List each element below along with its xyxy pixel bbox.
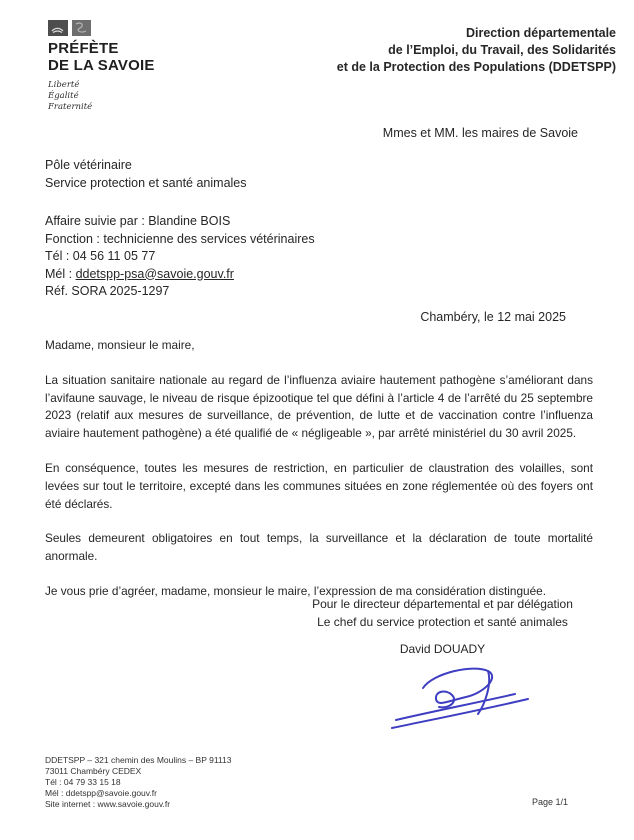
prefecture-name-line1: PRÉFÈTE bbox=[48, 40, 119, 57]
closing-sentence: Je vous prie d’agréer, madame, monsieur le maire, l’expression de ma considération distinguée. bbox=[45, 583, 546, 598]
footer-phone: Tél : 04 79 33 15 18 bbox=[45, 777, 121, 787]
contact-block bbox=[45, 213, 315, 301]
letter-body bbox=[45, 337, 593, 618]
body-paragraph-2: En conséquence, toutes les mesures de restriction, en particulier de claustration des volailles, sont levées sur tout le territoire, excepté dans les communes situées en zone réglementée où des foyers ont été déclarés. bbox=[45, 460, 593, 511]
salutation: Madame, monsieur le maire, bbox=[45, 338, 195, 352]
recipient-line: Mmes et MM. les maires de Savoie bbox=[382, 126, 578, 140]
footer-address-block bbox=[45, 755, 231, 810]
service-block bbox=[45, 157, 247, 192]
signoff-role-line: Le chef du service protection et santé animales bbox=[317, 615, 568, 629]
signoff-delegation-line: Pour le directeur départemental et par délégation bbox=[312, 597, 573, 611]
page-number: Page 1/1 bbox=[531, 797, 568, 807]
footer-address-line1: DDETSPP – 321 chemin des Moulins – BP 91113 bbox=[45, 755, 232, 765]
footer-website: Site internet : www.savoie.gouv.fr bbox=[45, 799, 171, 809]
motto-egalite: Égalité bbox=[48, 91, 79, 101]
marianne-flag-icon bbox=[48, 20, 94, 37]
contact-email-line bbox=[45, 266, 315, 284]
handwritten-signature-icon bbox=[388, 660, 538, 743]
footer-address-line2: 73011 Chambéry CEDEX bbox=[45, 766, 142, 776]
directorate-line3: et de la Protection des Populations (DDETSPP) bbox=[336, 60, 616, 74]
contact-email-label: Mél : bbox=[45, 266, 76, 281]
service-pole: Pôle vétérinaire bbox=[45, 158, 132, 172]
motto-liberte: Liberté bbox=[48, 80, 80, 90]
service-name: Service protection et santé animales bbox=[45, 175, 247, 190]
motto-fraternite: Fraternité bbox=[48, 102, 93, 112]
republic-motto bbox=[48, 80, 155, 113]
contact-function: Fonction : technicienne des services vétérinaires bbox=[45, 231, 315, 246]
prefecture-name-line2: DE LA SAVOIE bbox=[48, 56, 155, 74]
prefecture-name bbox=[48, 41, 155, 74]
signer-name: David DOUADY bbox=[399, 642, 486, 656]
footer-email: Mél : ddetspp@savoie.gouv.fr bbox=[45, 788, 157, 798]
signoff-block bbox=[295, 595, 590, 631]
dateline: Chambéry, le 12 mai 2025 bbox=[420, 310, 566, 324]
body-paragraph-1: La situation sanitaire nationale au regard de l’influenza aviaire hautement pathogène s’améliorant dans l’avifaune sauvage, le niveau de risque épizootique tel que défini à l’article 4 de l’arrêté du 25 septembre 2023 (relatif aux mesures de surveillance, de prévention, de lutte et de vaccination contre l’influenza aviaire hautement pathogène) a été qualifié de « négligeable », par arrêté ministériel du 30 avril 2025. bbox=[45, 372, 593, 441]
directorate-line2: de l’Emploi, du Travail, des Solidarités bbox=[388, 43, 616, 57]
email-link[interactable]: ddetspp-psa@savoie.gouv.fr bbox=[75, 266, 234, 281]
prefecture-letterhead bbox=[48, 20, 155, 113]
contact-followed-by: Affaire suivie par : Blandine BOIS bbox=[45, 214, 231, 228]
directorate-line1: Direction départementale bbox=[465, 26, 616, 40]
contact-reference: Réf. SORA 2025-1297 bbox=[45, 284, 170, 298]
contact-phone: Tél : 04 56 11 05 77 bbox=[45, 249, 156, 263]
issuing-directorate bbox=[286, 25, 616, 76]
body-paragraph-3: Seules demeurent obligatoires en tout temps, la surveillance et la déclaration de toute mortalité anormale. bbox=[45, 531, 593, 564]
